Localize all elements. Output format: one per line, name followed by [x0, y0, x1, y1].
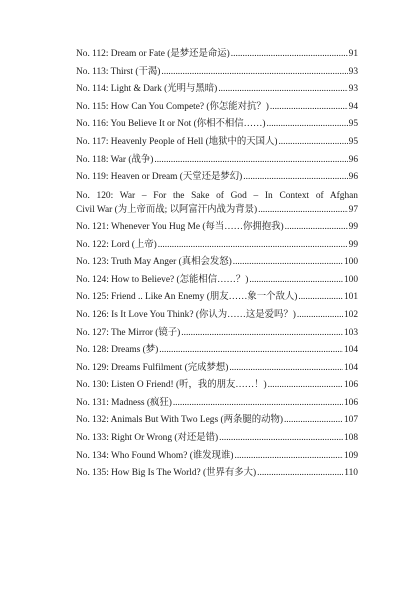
- toc-entry-title: No. 135: How Big Is The World? (世界有多大): [76, 468, 257, 479]
- toc-page-number: 97: [348, 205, 358, 216]
- toc-entry-128[interactable]: [76, 342, 358, 360]
- toc-page-number: 102: [343, 309, 358, 320]
- toc-page-number: 106: [343, 380, 358, 391]
- toc-entry-title: No. 122: Lord (上帝): [76, 239, 157, 250]
- toc-page-number: 99: [348, 221, 358, 232]
- toc-page-number: 96: [348, 154, 358, 165]
- toc-page-number: 93: [348, 66, 358, 77]
- toc-entry-title: No. 134: Who Found Whom? (谁发现谁): [76, 450, 234, 461]
- dot-leader: [181, 325, 343, 343]
- toc-page-number: 93: [348, 84, 358, 95]
- toc-entry-title: No. 130: Listen O Friend! (听，我的朋友……！): [76, 380, 267, 391]
- dot-leader: [268, 377, 343, 395]
- toc-entry-132[interactable]: [76, 412, 358, 430]
- toc-entry-123[interactable]: [76, 254, 358, 272]
- toc-entry-title: No. 127: The Mirror (镜子): [76, 327, 181, 338]
- toc-entry-title: No. 118: War (战争): [76, 154, 154, 165]
- toc-page-number: 103: [343, 327, 358, 338]
- toc-entry-112[interactable]: [76, 46, 358, 64]
- toc-entry-title-line2: Civil War (为上帝而战; 以阿富汗内战为背景): [76, 205, 258, 216]
- dot-leader: [243, 169, 347, 187]
- toc-entry-115[interactable]: [76, 99, 358, 117]
- toc-entry-119[interactable]: [76, 169, 358, 187]
- toc-entry-title: No. 116: You Believe It or Not (你相不相信……): [76, 119, 266, 130]
- dot-leader: [285, 219, 348, 237]
- dot-leader: [258, 203, 348, 218]
- toc-page-number: 96: [348, 172, 358, 183]
- toc-entry-116[interactable]: [76, 116, 358, 134]
- toc-page-number: 110: [344, 468, 358, 479]
- toc-entry-title: No. 132: Animals But With Two Legs (两条腿的动物): [76, 415, 283, 426]
- toc-entry-134[interactable]: [76, 448, 358, 466]
- toc-page-number: 104: [343, 345, 358, 356]
- toc-entry-114[interactable]: [76, 81, 358, 99]
- toc-entry-122[interactable]: [76, 237, 358, 255]
- toc-page-number: 94: [348, 101, 358, 112]
- toc-entry-title: No. 114: Light & Dark (光明与黑暗): [76, 84, 218, 95]
- toc-entry-135[interactable]: [76, 465, 358, 483]
- toc-page-number: 106: [343, 397, 358, 408]
- dot-leader: [278, 134, 347, 152]
- toc-entry-title: No. 115: How Can You Compete? (你怎能对抗？): [76, 101, 269, 112]
- dot-leader: [257, 465, 343, 483]
- toc-page-number: 99: [348, 239, 358, 250]
- toc-entry-title: No. 131: Madness (疯狂): [76, 397, 172, 408]
- toc-entry-113[interactable]: [76, 64, 358, 82]
- toc-entry-129[interactable]: [76, 360, 358, 378]
- toc-page-number: 101: [343, 292, 358, 303]
- toc-entry-title: No. 125: Friend .. Like An Enemy (朋友……象一个敌人): [76, 292, 298, 303]
- toc-page-number: 100: [343, 274, 358, 285]
- toc-entry-title: No. 113: Thirst (干渴): [76, 66, 161, 77]
- dot-leader: [173, 395, 343, 413]
- table-of-contents: [76, 46, 358, 483]
- toc-page-number: 107: [343, 415, 358, 426]
- toc-page-number: 91: [348, 49, 358, 59]
- toc-page-number: 109: [343, 450, 358, 461]
- dot-leader: [270, 99, 348, 117]
- dot-leader: [161, 64, 347, 82]
- toc-entry-126[interactable]: [76, 307, 358, 325]
- dot-leader: [158, 237, 348, 255]
- dot-leader: [231, 46, 348, 64]
- toc-entry-131[interactable]: [76, 395, 358, 413]
- toc-entry-title: No. 129: Dreams Fulfilment (完成梦想): [76, 362, 229, 373]
- dot-leader: [297, 307, 343, 325]
- toc-entry-130[interactable]: [76, 377, 358, 395]
- toc-entry-title-line2-row: [76, 203, 358, 218]
- toc-entry-title: No. 123: Truth May Anger (真相会发怒): [76, 257, 232, 268]
- dot-leader: [219, 430, 343, 448]
- dot-leader: [249, 272, 343, 290]
- toc-entry-117[interactable]: [76, 134, 358, 152]
- dot-leader: [218, 81, 347, 99]
- toc-entry-125[interactable]: [76, 289, 358, 307]
- toc-page-number: 95: [348, 119, 358, 130]
- dot-leader: [284, 412, 343, 430]
- toc-entry-121[interactable]: [76, 219, 358, 237]
- dot-leader: [267, 116, 348, 134]
- toc-entry-124[interactable]: [76, 272, 358, 290]
- toc-entry-title: No. 117: Heavenly People of Hell (地狱中的天国人): [76, 136, 278, 147]
- dot-leader: [154, 152, 347, 170]
- toc-entry-title: No. 124: How to Believe? (怎能相信……？): [76, 274, 249, 285]
- toc-page-number: 104: [343, 362, 358, 373]
- dot-leader: [229, 360, 343, 378]
- dot-leader: [234, 448, 342, 466]
- toc-entry-title: No. 121: Whenever You Hug Me (每当……你拥抱我): [76, 221, 284, 232]
- dot-leader: [159, 342, 343, 360]
- toc-entry-title: No. 133: Right Or Wrong (对还是错): [76, 433, 219, 444]
- toc-entry-127[interactable]: [76, 325, 358, 343]
- toc-entry-title-line1: No. 120: War – For the Sake of God – In Context of Afghan: [76, 190, 358, 201]
- dot-leader: [298, 289, 343, 307]
- toc-entry-title: No. 126: Is It Love You Think? (你认为……这是爱吗？): [76, 309, 296, 320]
- toc-entry-120[interactable]: [76, 187, 358, 219]
- toc-entry-title: No. 119: Heaven or Dream (天堂还是梦幻): [76, 172, 243, 183]
- toc-entry-133[interactable]: [76, 430, 358, 448]
- dot-leader: [233, 254, 343, 272]
- toc-page-number: 108: [343, 433, 358, 444]
- toc-page-number: 95: [348, 136, 358, 147]
- toc-page-number: 100: [343, 257, 358, 268]
- toc-entry-118[interactable]: [76, 152, 358, 170]
- toc-entry-title: No. 128: Dreams (梦): [76, 345, 159, 356]
- toc-entry-title: No. 112: Dream or Fate (是梦还是命运): [76, 49, 230, 59]
